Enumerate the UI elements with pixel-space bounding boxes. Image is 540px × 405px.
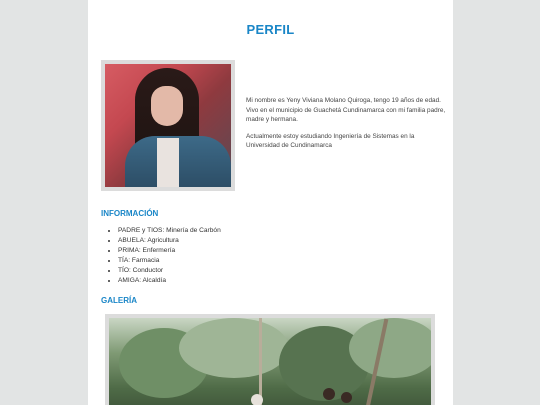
info-item-prima: • PRIMA: Enfermería xyxy=(118,246,221,256)
page-title: PERFIL xyxy=(246,22,295,37)
info-list xyxy=(106,226,221,286)
photo-shirt xyxy=(157,138,179,187)
gallery-photo xyxy=(109,318,431,405)
photo-trunk xyxy=(259,318,262,405)
gallery-photo-frame xyxy=(105,314,435,405)
photo-foliage xyxy=(349,318,431,378)
info-heading: INFORMACIÓN xyxy=(101,209,159,218)
photo-person xyxy=(323,388,335,400)
info-item-tia: • TÍA: Farmacia xyxy=(118,256,221,266)
photo-face xyxy=(151,86,183,126)
photo-person xyxy=(251,394,263,405)
profile-photo-frame xyxy=(101,60,235,191)
profile-page xyxy=(88,0,453,405)
bio-text xyxy=(246,96,446,158)
info-item-tio: • TÍO: Conductor xyxy=(118,266,221,276)
photo-person xyxy=(341,392,352,403)
bio-paragraph-1: Mi nombre es Yeny Viviana Molano Quiroga, tengo 19 años de edad. Vivo en el municipio de Guachetá Cundinamarca con mi familia padre, madre y hermana. xyxy=(246,97,446,124)
info-item-abuela: • ABUELA: Agricultura xyxy=(118,236,221,246)
gallery-heading: GALERÍA xyxy=(101,296,137,305)
photo-foliage xyxy=(179,318,289,378)
bio-paragraph-2: Actualmente estoy estudiando Ingeniería de Sistemas en la Universidad de Cundinamarca xyxy=(246,132,415,150)
profile-photo xyxy=(105,64,231,187)
info-item-amiga: • AMIGA: Alcaldía xyxy=(118,276,221,286)
info-item-padre: • PADRE y TIOS: Minería de Carbón xyxy=(118,226,221,236)
